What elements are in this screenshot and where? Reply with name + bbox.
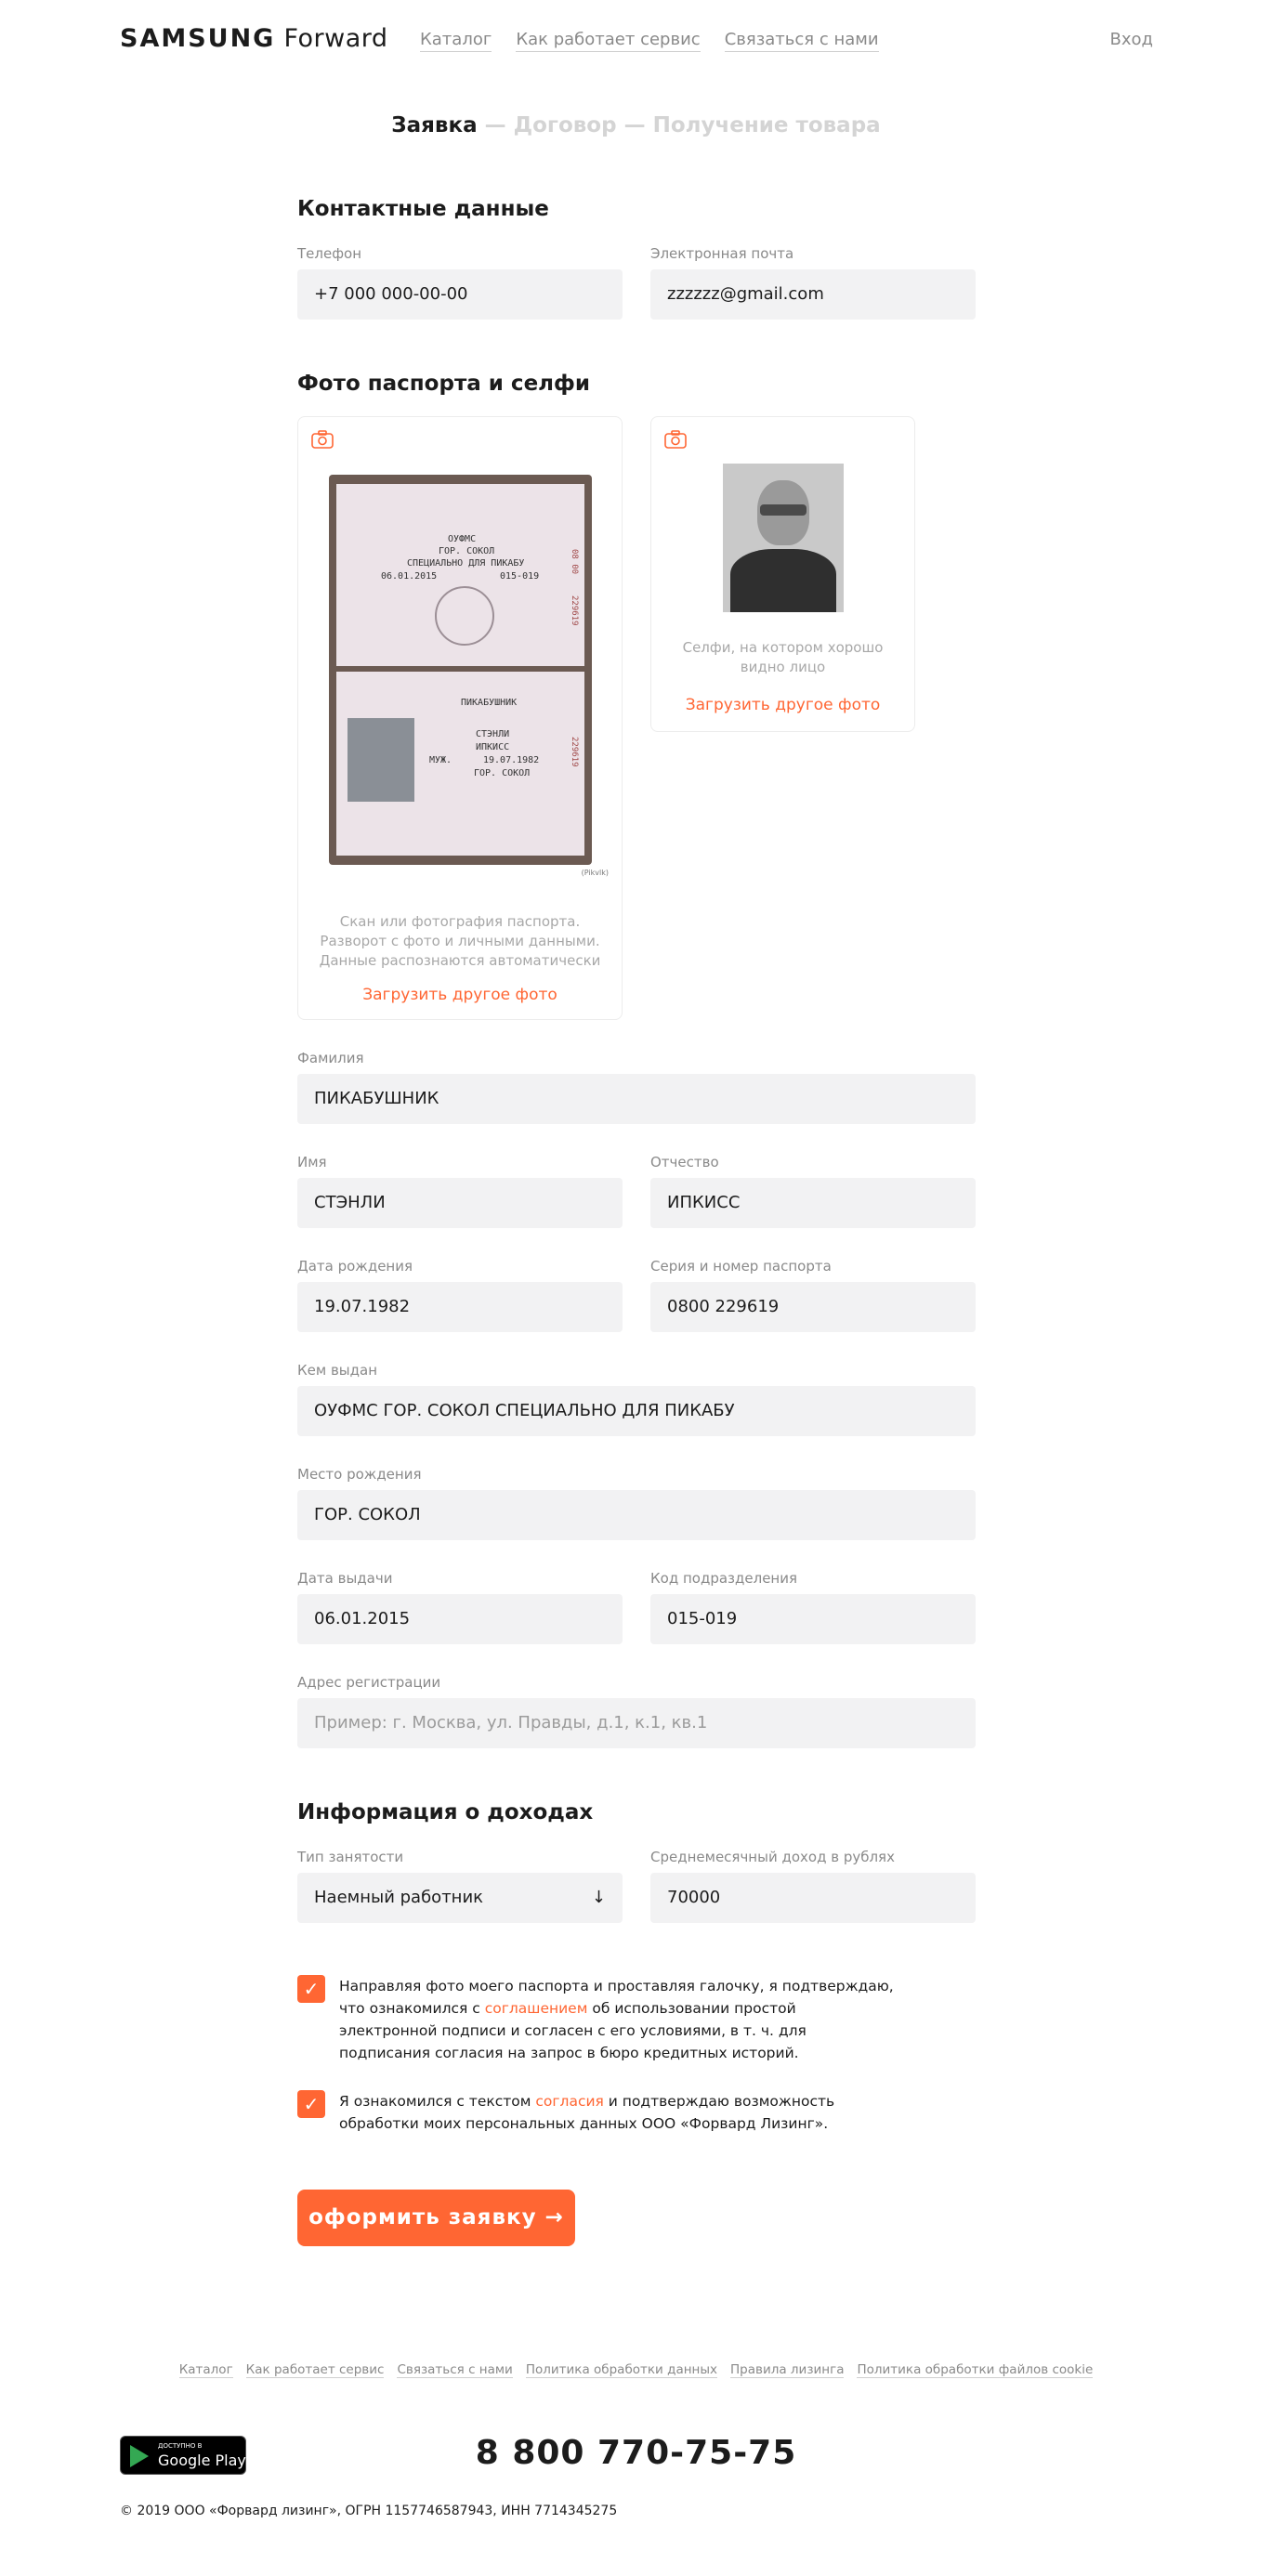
passport-bottom-page <box>336 672 584 856</box>
selfie-upload-card[interactable] <box>650 416 915 732</box>
passport-text: 015-019 <box>500 571 540 582</box>
consent-signature-checkbox[interactable]: ✓ <box>297 1975 325 2003</box>
camera-icon[interactable] <box>311 430 334 449</box>
selfie-hint-line: видно лицо <box>740 659 826 675</box>
consent-data-text <box>339 2090 897 2135</box>
issue-date-field[interactable]: 06.01.2015 <box>297 1594 623 1644</box>
passport-text: 06.01.2015 <box>381 571 438 582</box>
passport-text: 08 00 <box>570 549 579 575</box>
passport-number-field[interactable]: 0800 229619 <box>650 1282 976 1332</box>
email-label: Электронная почта <box>650 245 794 262</box>
main-nav <box>420 30 879 52</box>
gplay-caption: ДОСТУПНО В <box>158 2442 203 2450</box>
contacts-title: Контактные данные <box>297 197 549 221</box>
name-field[interactable]: СТЭНЛИ <box>297 1178 623 1228</box>
passport-text: 229619 <box>570 595 579 626</box>
patronymic-field[interactable]: ИПКИСС <box>650 1178 976 1228</box>
agreement-link[interactable]: соглашением <box>484 2000 588 2017</box>
consent-signature-text <box>339 1975 897 2064</box>
footer-link-cookies[interactable]: Политика обработки файлов cookie <box>857 2362 1094 2377</box>
patronymic-label: Отчество <box>650 1154 719 1170</box>
footer-link-privacy[interactable]: Политика обработки данных <box>525 2362 718 2377</box>
passport-hint-line: Скан или фотография паспорта. <box>339 913 581 930</box>
logo-product: Forward <box>283 24 388 53</box>
logo[interactable] <box>120 24 388 53</box>
passport-text: ОУФМС <box>448 534 477 544</box>
passport-text: ПИКАБУШНИК <box>461 698 518 708</box>
passport-upload-card[interactable] <box>297 416 623 1020</box>
passport-caption: (Pikvlk) <box>581 869 609 877</box>
income-title: Информация о доходах <box>297 1800 594 1824</box>
selfie-hint-line: Селфи, на котором хорошо <box>682 639 884 656</box>
employment-value: Наемный работник <box>314 1888 484 1907</box>
birthplace-field[interactable]: ГОР. СОКОЛ <box>297 1490 976 1540</box>
login-link[interactable]: Вход <box>1109 30 1153 49</box>
arrow-down-icon: ↓ <box>591 1888 606 1907</box>
birthplace-label: Место рождения <box>297 1466 422 1483</box>
passport-text: ИПКИСС <box>476 742 510 752</box>
step-separator: — <box>623 113 646 137</box>
passport-photo <box>348 718 414 802</box>
footer-link-catalog[interactable]: Каталог <box>178 2362 233 2377</box>
passport-top-page <box>336 484 584 666</box>
passport-text: 229619 <box>570 737 579 767</box>
footer-link-contact[interactable]: Связаться с нами <box>397 2362 513 2377</box>
selfie-body <box>730 549 836 612</box>
footer-nav <box>0 2362 1272 2378</box>
income-label: Среднемесячный доход в рублях <box>650 1849 895 1865</box>
photos-title: Фото паспорта и селфи <box>297 372 590 396</box>
step-delivery: Получение товара <box>652 113 881 137</box>
emblem-icon <box>435 586 494 646</box>
consent-text: об использовании простой электронной подписи и согласен с его условиями, в т. ч. для подписания согласия на запрос в бюро кредитных историй. <box>339 2000 806 2061</box>
phone-field[interactable]: +7 000 000-00-00 <box>297 269 623 320</box>
passport-text: МУЖ. <box>429 755 452 765</box>
step-indicator <box>0 113 1272 137</box>
passport-text: СТЭНЛИ <box>476 729 510 739</box>
employment-select[interactable] <box>297 1873 623 1923</box>
selfie-reupload-link[interactable]: Загрузить другое фото <box>685 696 881 714</box>
passport-text: 19.07.1982 <box>483 755 540 765</box>
passport-image <box>329 475 592 865</box>
passport-hint-line: Данные распознаются автоматически <box>319 952 601 969</box>
consent-text: Направляя фото моего паспорта и проставляя галочку, я подтверждаю, что ознакомился с <box>339 1978 894 2017</box>
copyright: © 2019 ООО «Форвард лизинг», ОГРН 1157746587943, ИНН 7714345275 <box>120 2504 618 2518</box>
issue-date-label: Дата выдачи <box>297 1570 393 1587</box>
selfie-image <box>723 464 844 612</box>
step-contract: Договор <box>513 113 617 137</box>
surname-field[interactable]: ПИКАБУШНИК <box>297 1074 976 1124</box>
nav-contact[interactable]: Связаться с нами <box>725 30 879 52</box>
passport-text: ГОР. СОКОЛ <box>474 768 531 778</box>
nav-how-it-works[interactable]: Как работает сервис <box>516 30 700 52</box>
passport-text: СПЕЦИАЛЬНО ДЛЯ ПИКАБУ <box>407 558 525 569</box>
surname-label: Фамилия <box>297 1050 364 1066</box>
dept-code-label: Код подразделения <box>650 1570 798 1587</box>
nav-catalog[interactable]: Каталог <box>420 30 492 52</box>
camera-icon[interactable] <box>664 430 687 449</box>
passport-hint-line: Разворот с фото и личными данными. <box>320 933 600 949</box>
logo-brand: SAMSUNG <box>120 24 276 53</box>
passport-number-label: Серия и номер паспорта <box>650 1258 832 1275</box>
support-phone[interactable]: 8 800 770-75-75 <box>475 2434 797 2472</box>
step-application: Заявка <box>391 113 478 137</box>
birthdate-field[interactable]: 19.07.1982 <box>297 1282 623 1332</box>
footer-link-leasing-rules[interactable]: Правила лизинга <box>730 2362 845 2377</box>
address-field[interactable]: Пример: г. Москва, ул. Правды, д.1, к.1, кв.1 <box>297 1698 976 1748</box>
income-field[interactable]: 70000 <box>650 1873 976 1923</box>
consent-text: и подтверждаю возможность обработки моих персональных данных ООО «Форвард Лизинг». <box>339 2093 835 2132</box>
site-header <box>0 0 1272 80</box>
consent-text: Я ознакомился с текстом <box>339 2093 536 2110</box>
dept-code-field[interactable]: 015-019 <box>650 1594 976 1644</box>
employment-label: Тип занятости <box>297 1849 404 1865</box>
passport-text: ГОР. СОКОЛ <box>439 546 495 556</box>
submit-application-button[interactable]: оформить заявку → <box>297 2190 575 2246</box>
email-field[interactable]: zzzzzz@gmail.com <box>650 269 976 320</box>
selfie-glasses <box>760 504 806 516</box>
birthdate-label: Дата рождения <box>297 1258 413 1275</box>
issued-by-field[interactable]: ОУФМС ГОР. СОКОЛ СПЕЦИАЛЬНО ДЛЯ ПИКАБУ <box>297 1386 976 1436</box>
issued-by-label: Кем выдан <box>297 1362 378 1379</box>
address-label: Адрес регистрации <box>297 1674 441 1691</box>
step-separator: — <box>484 113 506 137</box>
gplay-name: Google Play <box>158 2452 246 2469</box>
consent-data-checkbox[interactable]: ✓ <box>297 2090 325 2118</box>
footer-link-how-it-works[interactable]: Как работает сервис <box>245 2362 385 2377</box>
consent-link[interactable]: согласия <box>535 2093 604 2110</box>
phone-label: Телефон <box>297 245 362 262</box>
name-label: Имя <box>297 1154 327 1170</box>
passport-reupload-link[interactable]: Загрузить другое фото <box>362 986 557 1004</box>
